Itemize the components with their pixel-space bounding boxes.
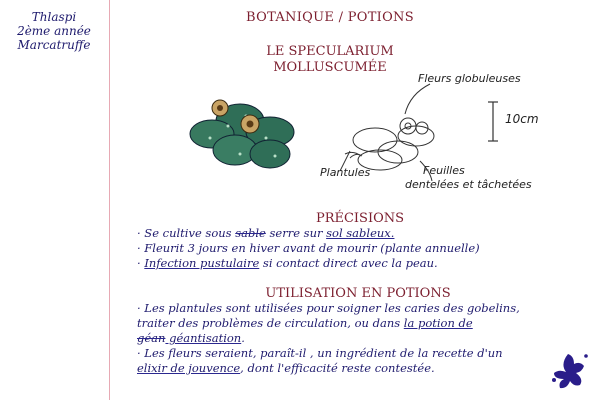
u3-strike: géan — [137, 331, 166, 345]
utilisation-title: UTILISATION EN POTIONS — [265, 286, 451, 301]
utilisation-line-1: · Les plantules sont utilisées pour soigner les caries des gobelins, — [137, 301, 520, 315]
p1-part-b: serre sur — [269, 226, 323, 240]
plant-name-line2: MOLLUSCUMÉE — [273, 60, 387, 75]
utilisation-line-2 — [137, 316, 520, 331]
scale-bar — [488, 102, 498, 141]
student-info — [4, 10, 104, 52]
label-flowers: Fleurs globuleuses — [418, 72, 521, 85]
utilisation-text — [137, 301, 520, 376]
ink-splat-icon — [548, 350, 593, 395]
page-title: BOTANIQUE / POTIONS — [246, 10, 414, 25]
utilisation-line-5 — [137, 361, 520, 376]
u5-rest: , dont l'efficacité reste contestée. — [240, 361, 435, 375]
p1-part-c: sol sableux. — [326, 226, 395, 240]
label-sprouts: Plantules — [320, 166, 371, 179]
precisions-title: PRÉCISIONS — [315, 211, 405, 226]
label-leaves-2: dentelées et tâchetées — [405, 178, 532, 191]
p3-bullet: · — [137, 256, 145, 270]
colored-plant — [190, 100, 294, 168]
u2-text: traiter des problèmes de circulation, ou dans — [137, 316, 404, 330]
u5-underlined: elixir de jouvence — [137, 361, 241, 375]
u2-underlined: la potion de — [403, 316, 473, 330]
student-house: Marcatruffe — [17, 38, 91, 52]
p1-part-a: · Se cultive sous — [137, 226, 232, 240]
p3-underlined: Infection pustulaire — [144, 256, 260, 270]
precisions-line-2: · Fleurit 3 jours en hiver avant de mourir (plante annuelle) — [137, 241, 480, 255]
student-name: Thlaspi — [31, 10, 77, 24]
precisions-line-3 — [137, 256, 480, 271]
utilisation-line-4: · Les fleurs seraient, paraît-il , un ingrédient de la recette d'un — [137, 346, 503, 360]
plant-name-line1: LE SPECULARIUM — [266, 44, 394, 59]
p1-strike: sable — [235, 226, 266, 240]
precisions-line-1 — [137, 226, 480, 241]
precisions-text — [137, 226, 480, 271]
utilisation-line-3 — [137, 331, 520, 346]
p3-rest: si contact direct avec la peau. — [259, 256, 438, 270]
u3-underlined: géantisation — [165, 331, 242, 345]
u3-end: . — [241, 331, 245, 345]
student-year: 2ème année — [17, 24, 91, 38]
label-scale: 10cm — [505, 112, 539, 126]
margin-line — [109, 0, 110, 400]
label-leaves-1: Feuilles — [423, 164, 465, 177]
